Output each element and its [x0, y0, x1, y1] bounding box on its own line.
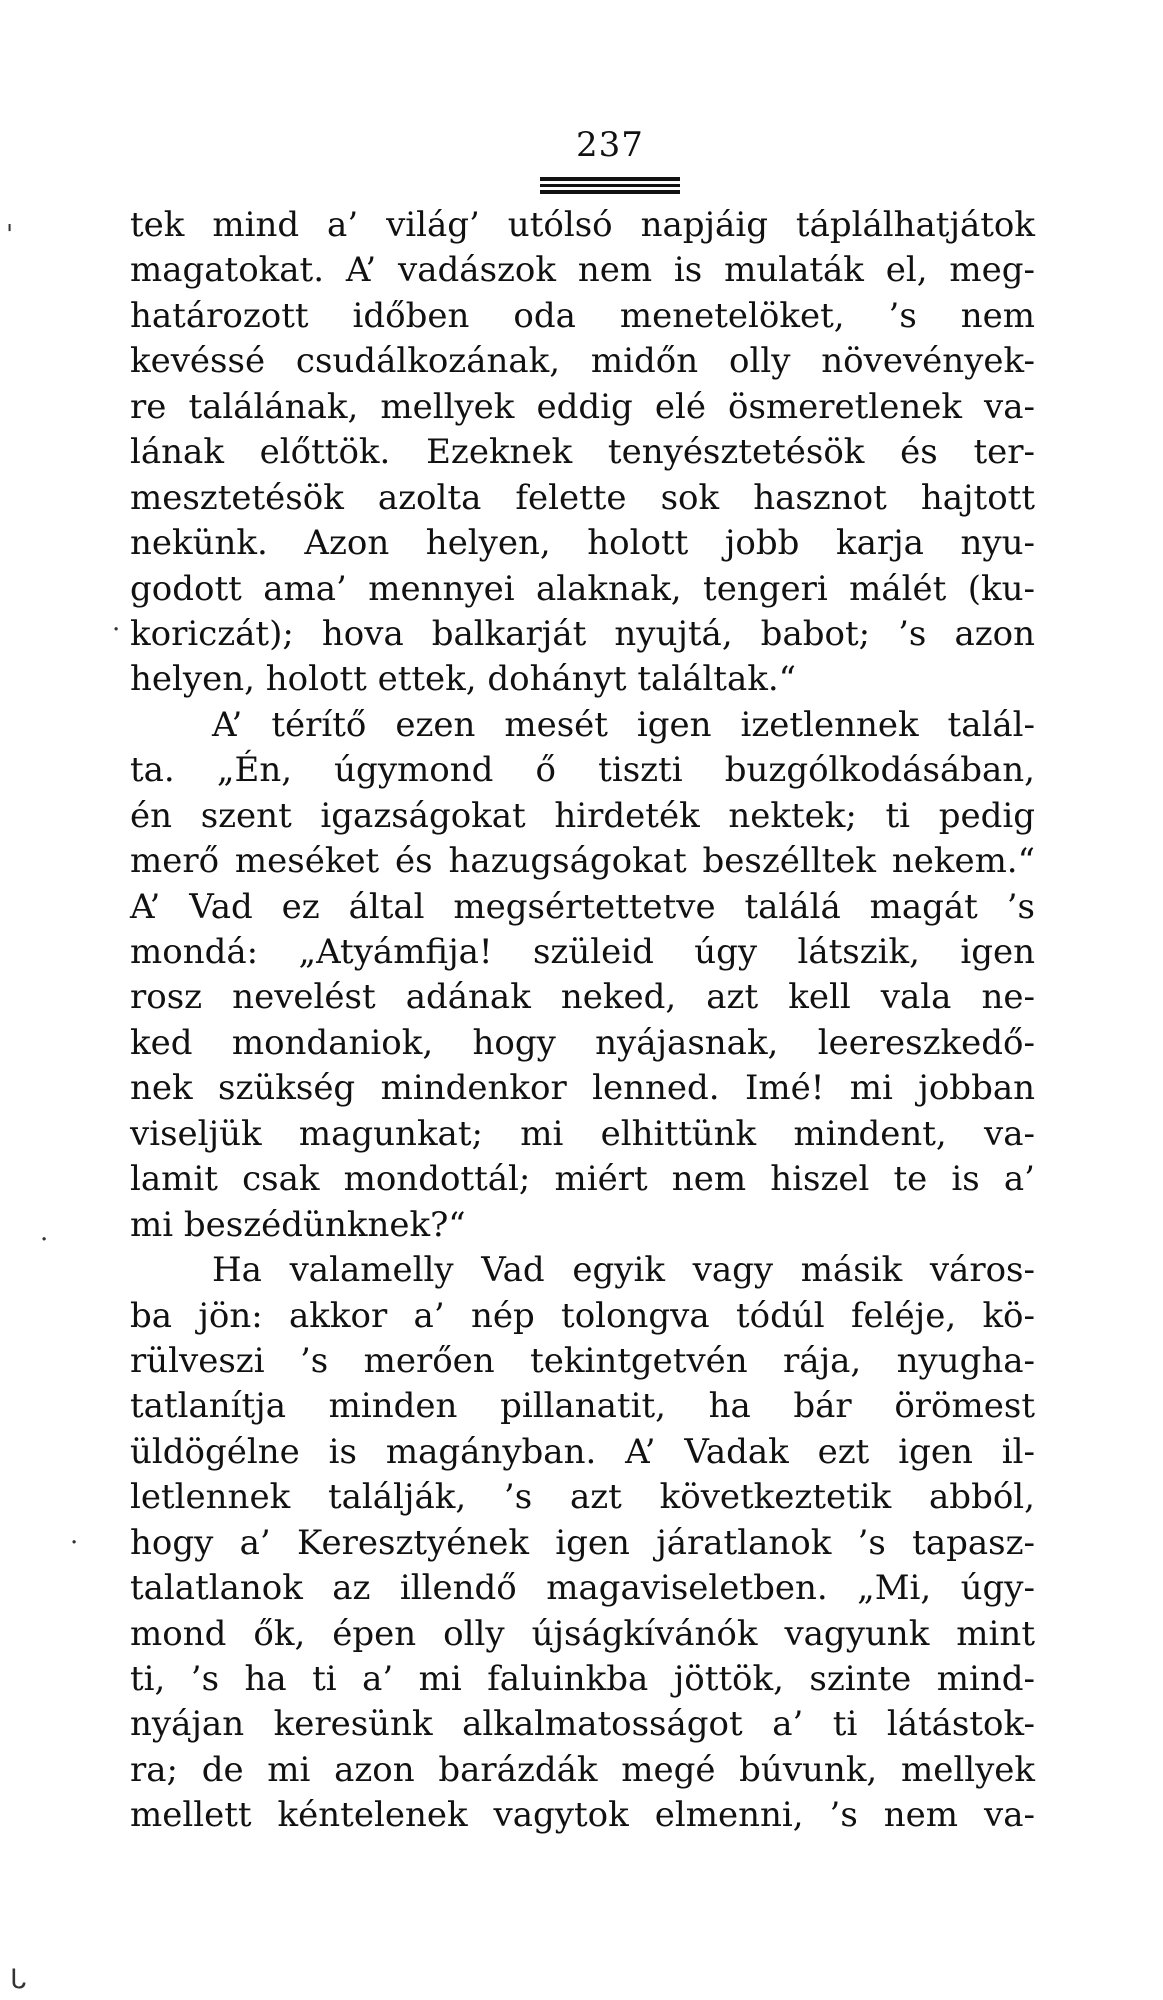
text-line: lamit csak mondottál; miért nem hiszel te is a’: [130, 1159, 1035, 1200]
header-rule: [540, 190, 680, 194]
text-line: koriczát); hova balkarját nyujtá, babot; ’s azon: [130, 613, 1035, 654]
margin-mark-icon: ·: [112, 615, 121, 645]
text-line: mond ők, épen olly újságkívánók vagyunk mint: [130, 1613, 1035, 1654]
text-line: ba jön: akkor a’ nép tolongva tódúl feléje, kö-: [130, 1295, 1035, 1336]
text-line: ked mondaniok, hogy nyájasnak, leereszkedő-: [130, 1022, 1035, 1063]
text-line: rülveszi ’s merően tekintgetvén rája, nyugha-: [130, 1340, 1035, 1381]
text-line: ta. „Én, úgymond ő tiszti buzgólkodásában,: [130, 750, 1035, 791]
text-line: ra; de mi azon barázdák megé búvunk, mellyek: [130, 1749, 1035, 1790]
text-line: mesztetésök azolta felette sok hasznot hajtott: [130, 477, 1035, 518]
text-line: határozott időben oda menetelöket, ’s nem: [130, 295, 1035, 336]
text-line: magatokat. A’ vadászok nem is mulaták el, meg-: [130, 250, 1035, 291]
text-line: lának előttök. Ezeknek tenyésztetésök és ter-: [130, 432, 1035, 473]
body-text: [130, 203, 1035, 1839]
page-number: 237: [576, 125, 644, 165]
text-line: A’ Vad ez által megsértettetve találá magát ’s: [130, 886, 1035, 927]
header-rule: [540, 184, 680, 187]
text-line: A’ térítő ezen mesét igen izetlennek talál-: [212, 704, 1035, 745]
text-line: nekünk. Azon helyen, holott jobb karja nyu-: [130, 523, 1035, 564]
text-line: mi beszédünknek?“: [130, 1204, 466, 1245]
text-line: re találának, mellyek eddig elé ösmeretlenek va-: [130, 386, 1035, 427]
text-line: mellett kéntelenek vagytok elmenni, ’s nem va-: [130, 1795, 1035, 1836]
text-line: én szent igazságokat hirdeték nektek; ti pedig: [130, 795, 1035, 836]
text-line: rosz nevelést adának neked, azt kell vala ne-: [130, 977, 1035, 1018]
text-line: ti, ’s ha ti a’ mi faluinkba jöttök, szinte mind-: [130, 1659, 1035, 1699]
text-line: hogy a’ Keresztyének igen járatlanok ’s tapasz-: [130, 1522, 1035, 1563]
text-line: talatlanok az illendő magaviseletben. „Mi, úgy-: [130, 1568, 1035, 1609]
text-line: üldögélne is magányban. A’ Vadak ezt igen il-: [130, 1431, 1035, 1472]
margin-mark-icon: ': [6, 220, 14, 250]
text-line: Ha valamelly Vad egyik vagy másik város-: [212, 1250, 1035, 1291]
margin-mark-icon: ᒐ: [10, 1965, 27, 1995]
text-line: nyájan keresünk alkalmatosságot a’ ti látástok-: [130, 1704, 1035, 1745]
text-line: viseljük magunkat; mi elhittünk mindent, va-: [130, 1113, 1035, 1154]
margin-mark-icon: ·: [40, 1225, 49, 1255]
text-line: mondá: „Atyámfija! szüleid úgy látszik, igen: [130, 932, 1035, 972]
text-line: helyen, holott ettek, dohányt találtak.“: [130, 659, 797, 700]
text-line: tatlanítja minden pillanatit, ha bár örömest: [130, 1386, 1035, 1427]
header-rule: [540, 177, 680, 181]
text-line: nek szükség mindenkor lenned. Imé! mi jobban: [130, 1068, 1035, 1109]
text-line: kevéssé csudálkozának, midőn olly növevények-: [130, 341, 1035, 382]
text-line: godott ama’ mennyei alaknak, tengeri málét (ku-: [130, 568, 1035, 609]
margin-mark-icon: ·: [70, 1528, 79, 1558]
text-line: tek mind a’ világ’ utólsó napjáig táplálhatjátok: [130, 205, 1035, 245]
text-line: merő meséket és hazugságokat beszélltek nekem.“: [130, 841, 1035, 882]
text-line: letlennek találják, ’s azt következtetik abból,: [130, 1477, 1035, 1518]
